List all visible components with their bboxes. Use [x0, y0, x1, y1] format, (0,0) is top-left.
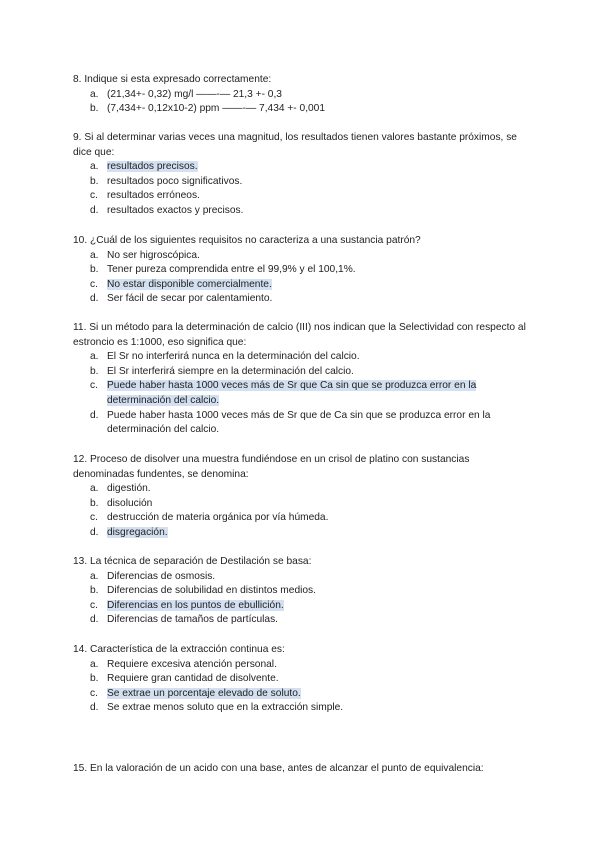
option-b[interactable] [73, 175, 533, 190]
option-letter: d. [90, 526, 99, 538]
option-b[interactable] [73, 584, 533, 599]
option-letter: c. [90, 380, 98, 392]
option-letter: b. [90, 175, 99, 187]
option-letter: c. [90, 278, 98, 290]
option-c[interactable] [73, 379, 533, 408]
option-list [73, 658, 533, 716]
option-text: disolución [107, 497, 153, 509]
question-stem: 11. Si un método para la determinación de calcio (III) nos indican que la Selectividad con respecto al estroncio es 1:1000, eso significa que: [73, 322, 526, 348]
option-text: destrucción de materia orgánica por vía húmeda. [107, 512, 329, 524]
question-stem: 14. Característica de la extracción continua es: [73, 644, 285, 655]
option-text: resultados poco significativos. [107, 175, 243, 187]
option-a[interactable] [73, 88, 533, 103]
option-text: Requiere excesiva atención personal. [107, 658, 277, 670]
option-text: Ser fácil de secar por calentamiento. [107, 293, 273, 305]
question-13 [73, 555, 533, 628]
option-text-selected: resultados precisos. [107, 161, 198, 173]
option-b[interactable] [73, 102, 533, 117]
option-letter: c. [90, 687, 98, 699]
option-text: Requiere gran cantidad de disolvente. [107, 673, 279, 685]
question-11 [73, 321, 533, 438]
option-c[interactable] [73, 189, 533, 204]
option-text-selected: Se extrae un porcentaje elevado de soluto. [107, 687, 301, 699]
option-list [73, 249, 533, 307]
option-letter: a. [90, 249, 99, 261]
option-b[interactable] [73, 263, 533, 278]
option-d[interactable] [73, 526, 533, 541]
option-b[interactable] [73, 672, 533, 687]
option-text: Diferencias de osmosis. [107, 570, 216, 582]
option-a[interactable] [73, 160, 533, 175]
option-list [73, 482, 533, 540]
option-letter: d. [90, 614, 99, 626]
option-letter: a. [90, 483, 99, 495]
option-b[interactable] [73, 365, 533, 380]
question-stem: 9. Si al determinar varias veces una magnitud, los resultados tienen valores bastante próximos, se dice que: [73, 132, 517, 158]
question-10 [73, 234, 533, 307]
question-12 [73, 453, 533, 541]
option-d[interactable] [73, 292, 533, 307]
option-d[interactable] [73, 613, 533, 628]
option-list [73, 88, 533, 117]
option-letter: b. [90, 673, 99, 685]
option-list [73, 350, 533, 438]
option-text: Se extrae menos soluto que en la extracción simple. [107, 702, 344, 714]
option-letter: a. [90, 570, 99, 582]
option-letter: b. [90, 103, 99, 115]
option-text: Tener pureza comprendida entre el 99,9% y el 100,1%. [107, 264, 356, 276]
option-letter: c. [90, 599, 98, 611]
option-text: (21,34+- 0,32) mg/l ——-— 21,3 +- 0,3 [107, 88, 282, 100]
option-text-selected: Diferencias en los puntos de ebullición. [107, 599, 284, 611]
question-stem: 13. La técnica de separación de Destilación se basa: [73, 556, 312, 567]
option-letter: c. [90, 512, 98, 524]
option-text: (7,434+- 0,12x10-2) ppm ——-— 7,434 +- 0,001 [107, 103, 326, 115]
option-c[interactable] [73, 278, 533, 293]
option-text: digestión. [107, 483, 151, 495]
option-c[interactable] [73, 687, 533, 702]
option-d[interactable] [73, 409, 533, 438]
option-letter: d. [90, 204, 99, 216]
option-a[interactable] [73, 482, 533, 497]
option-letter: b. [90, 585, 99, 597]
option-letter: d. [90, 409, 99, 421]
option-letter: a. [90, 88, 99, 100]
option-d[interactable] [73, 204, 533, 219]
question-stem: 8. Indique si esta expresado correctamente: [73, 74, 272, 85]
option-letter: b. [90, 497, 99, 509]
option-text: resultados exactos y precisos. [107, 204, 244, 216]
question-14 [73, 643, 533, 716]
option-text: El Sr no interferirá nunca en la determinación del calcio. [107, 351, 360, 363]
option-text: El Sr interferirá siempre en la determinación del calcio. [107, 365, 354, 377]
option-a[interactable] [73, 658, 533, 673]
option-list [73, 570, 533, 628]
option-text: resultados erróneos. [107, 190, 200, 202]
question-9 [73, 131, 533, 219]
option-a[interactable] [73, 570, 533, 585]
option-letter: c. [90, 190, 98, 202]
option-letter: a. [90, 161, 99, 173]
option-text-selected: disgregación. [107, 526, 168, 538]
option-c[interactable] [73, 511, 533, 526]
option-letter: d. [90, 702, 99, 714]
option-list [73, 160, 533, 218]
option-a[interactable] [73, 350, 533, 365]
option-text-selected: No estar disponible comercialmente. [107, 278, 272, 290]
option-letter: b. [90, 365, 99, 377]
question-stem: 10. ¿Cuál de los siguientes requisitos no caracteriza a una sustancia patrón? [73, 235, 421, 246]
option-text: No ser higroscópica. [107, 249, 200, 261]
question-stem: 15. En la valoración de un acido con una base, antes de alcanzar el punto de equivalencia: [73, 763, 484, 774]
option-text: Puede haber hasta 1000 veces más de Sr que de Ca sin que se produzca error en la determinación del calcio. [107, 409, 491, 436]
option-text-selected: Puede haber hasta 1000 veces más de Sr que Ca sin que se produzca error en la determinación del calcio. [107, 380, 477, 406]
option-b[interactable] [73, 497, 533, 512]
option-text: Diferencias de tamaños de partículas. [107, 614, 279, 626]
option-a[interactable] [73, 249, 533, 264]
option-letter: a. [90, 351, 99, 363]
option-d[interactable] [73, 701, 533, 716]
option-letter: d. [90, 293, 99, 305]
option-c[interactable] [73, 599, 533, 614]
question-8 [73, 73, 533, 117]
option-text: Diferencias de solubilidad en distintos medios. [107, 585, 316, 597]
option-letter: b. [90, 264, 99, 276]
question-15 [73, 762, 533, 777]
option-letter: a. [90, 658, 99, 670]
question-stem: 12. Proceso de disolver una muestra fundiéndose en un crisol de platino con sustancias denominadas fundentes, se denomina: [73, 454, 470, 480]
